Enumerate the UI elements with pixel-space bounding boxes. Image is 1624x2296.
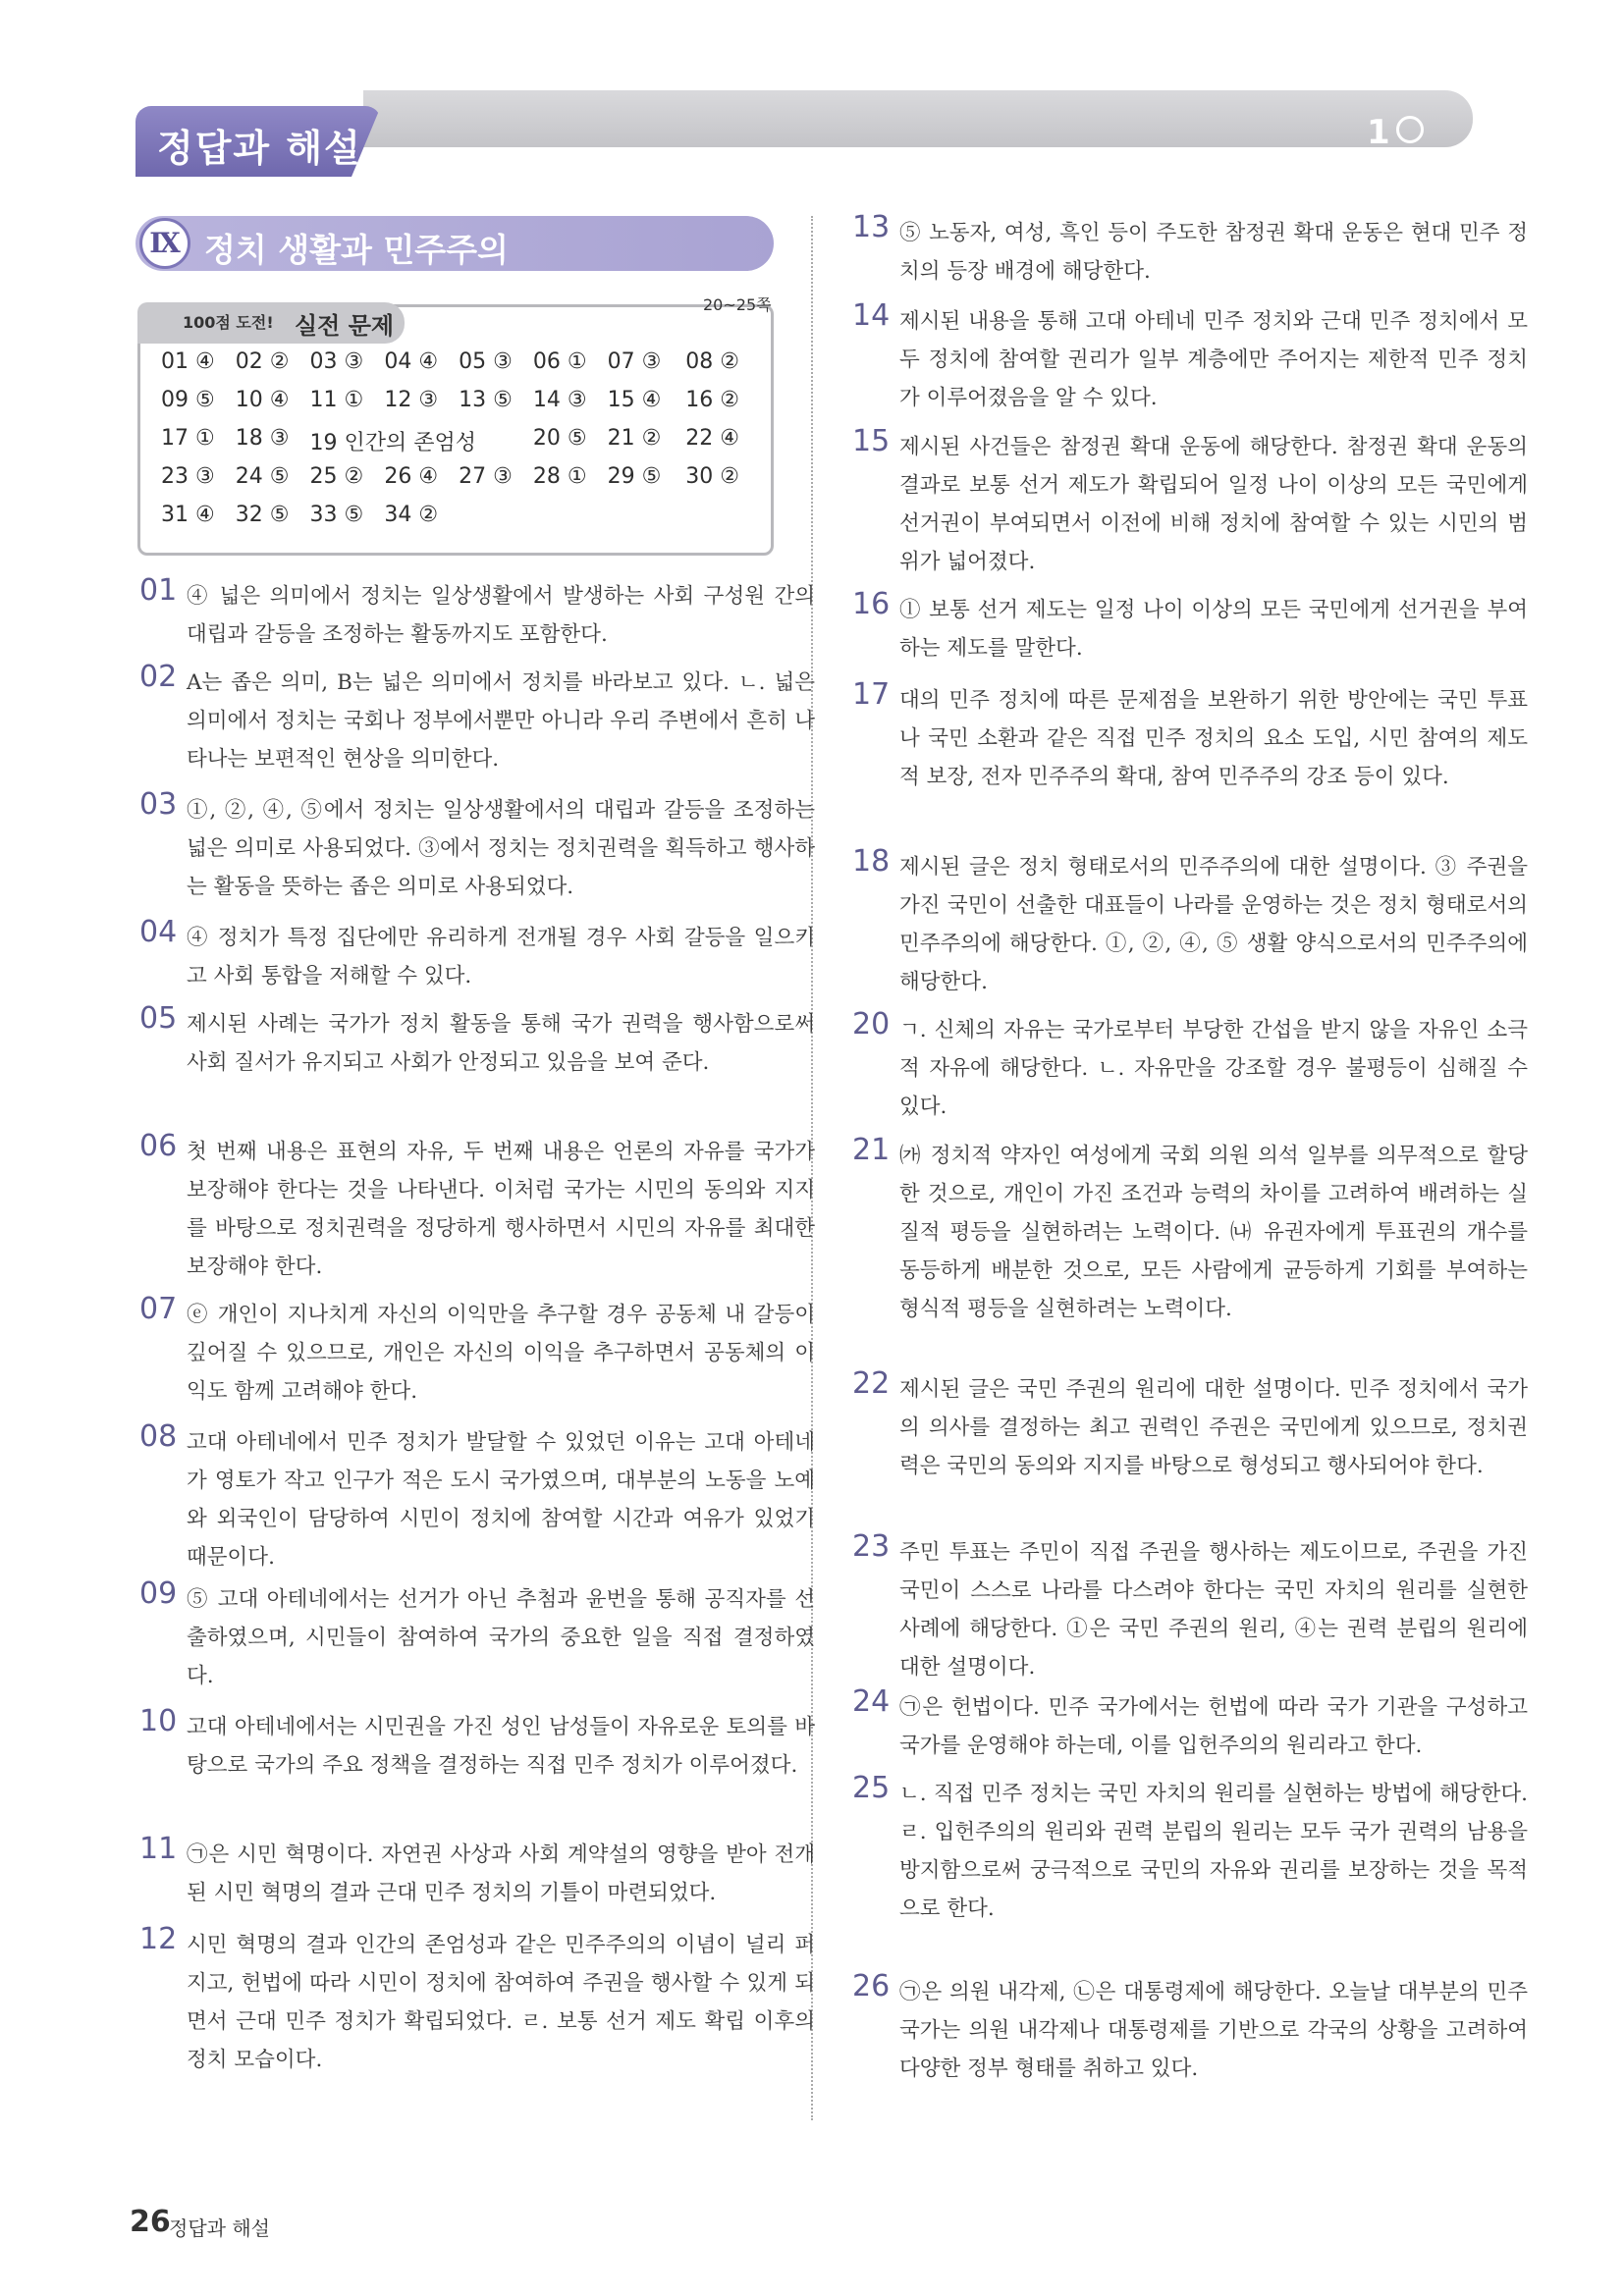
question-number: 18 [852, 844, 891, 879]
question-explanation: 대의 민주 정치에 따른 문제점을 보완하기 위한 방안에는 국민 투표나 국민 소환과 같은 직접 민주 정치의 요소 도입, 시민 참여의 제도적 보장, 전자 민주주의 확대, 참여 민주주의 강조 등이 있다. [899, 688, 1528, 789]
question-explanation: ㈎ 정치적 약자인 여성에게 국회 의원 의석 일부를 의무적으로 할당한 것으로, 개인이 가진 조건과 능력의 차이를 고려하여 배려하는 실질적 평등을 실현하려는 노력이다. ㈏ 유권자에게 투표권의 개수를 동등하게 배분한 것으로, 모든 사람에게 균등하게 기회를 부여하는 형식적 평등을 실현하려는 노력이다. [899, 1144, 1528, 1321]
question-number: 10 [139, 1704, 178, 1738]
header-band [363, 90, 1473, 147]
answer-cell: 29 ⑤ [607, 464, 662, 489]
answer-cell: 21 ② [607, 426, 662, 451]
question-explanation: 주민 투표는 주민이 직접 주권을 행사하는 제도이므로, 주권을 가진 국민이 스스로 나라를 다스려야 한다는 국민 자치의 원리를 실현한 사례에 해당한다. ①은 국민 주권의 원리, ④는 권력 분립의 원리에 대한 설명이다. [899, 1540, 1528, 1680]
page-title: 정답과 해설 [157, 127, 362, 170]
question-explanation: ⓔ 개인이 지나치게 자신의 이익만을 추구할 경우 공동체 내 갈등이 깊어질 수 있으므로, 개인은 자신의 이익을 추구하면서 공동체의 이익도 함께 고려해야 한다. [187, 1303, 815, 1404]
answer-cell: 26 ④ [384, 464, 439, 489]
question-number: 04 [139, 915, 178, 949]
header-mark-number: 1 [1367, 113, 1390, 152]
question-explanation: 제시된 글은 국민 주권의 원리에 대한 설명이다. 민주 정치에서 국가의 의사를 결정하는 최고 권력인 주권은 국민에게 있으므로, 정치권력은 국민의 동의와 지지를 바탕으로 형성되고 행사되어야 한다. [899, 1377, 1528, 1478]
question-number: 01 [139, 573, 178, 608]
answer-cell: 27 ③ [459, 464, 513, 489]
question-explanation: 시민 혁명의 결과 인간의 존엄성과 같은 민주주의의 이념이 널리 퍼지고, 헌법에 따라 시민이 정치에 참여하여 주권을 행사할 수 있게 되면서 근대 민주 정치가 확립되었다. ㄹ. 보통 선거 제도 확립 이후의 정치 모습이다. [187, 1933, 815, 2072]
footer-label: 정답과 해설 [169, 2216, 270, 2240]
answer-cell: 02 ② [235, 349, 290, 374]
answer-cell: 10 ④ [235, 388, 290, 412]
header-mark [1367, 113, 1424, 152]
answer-cell: 30 ② [685, 464, 739, 489]
answer-cell: 31 ④ [161, 503, 215, 527]
answer-cell: 16 ② [685, 388, 739, 412]
answer-cell: 08 ② [685, 349, 739, 374]
answer-box-label-title: 실전 문제 [295, 312, 395, 340]
question-number: 24 [852, 1684, 891, 1719]
answer-cell: 23 ③ [161, 464, 215, 489]
page-number: 26 [130, 2205, 171, 2239]
question-explanation: ⑤ 고대 아테네에서는 선거가 아닌 추첨과 윤번을 통해 공직자를 선출하였으며, 시민들이 참여하여 국가의 중요한 일을 직접 결정하였다. [187, 1587, 815, 1688]
answer-cell: 33 ⑤ [309, 503, 364, 527]
answer-cell: 12 ③ [384, 388, 439, 412]
answer-cell: 19 인간의 존엄성 [309, 431, 477, 455]
answer-cell: 06 ① [532, 349, 587, 374]
answer-cell: 24 ⑤ [235, 464, 290, 489]
question-explanation: ㄱ. 신체의 자유는 국가로부터 부당한 간섭을 받지 않을 자유인 소극적 자유에 해당한다. ㄴ. 자유만을 강조할 경우 불평등이 심해질 수 있다. [899, 1018, 1528, 1119]
question-explanation: ㉠은 의원 내각제, ㉡은 대통령제에 해당한다. 오늘날 대부분의 민주 국가는 의원 내각제나 대통령제를 기반으로 각국의 상황을 고려하여 다양한 정부 형태를 취하고 있다. [899, 1980, 1528, 2081]
answer-cell: 17 ① [161, 426, 215, 451]
question-explanation: A는 좁은 의미, B는 넓은 의미에서 정치를 바라보고 있다. ㄴ. 넓은 의미에서 정치는 국회나 정부에서뿐만 아니라 우리 주변에서 흔히 나타나는 보편적인 현상을 의미한다. [187, 670, 815, 772]
answer-cell: 11 ① [309, 388, 364, 412]
answer-cell: 14 ③ [532, 388, 587, 412]
answer-box-pages: 20~25쪽 [703, 295, 772, 314]
question-number: 21 [852, 1133, 891, 1167]
answer-box-label-challenge: 100점 도전! [183, 313, 274, 332]
question-explanation: 고대 아테네에서 민주 정치가 발달할 수 있었던 이유는 고대 아테네가 영토가 작고 인구가 적은 도시 국가였으며, 대부분의 노동을 노예와 외국인이 담당하여 시민이 정치에 참여할 시간과 여유가 있었기 때문이다. [187, 1430, 815, 1570]
question-number: 09 [139, 1576, 178, 1611]
question-number: 12 [139, 1922, 178, 1956]
question-number: 06 [139, 1129, 178, 1163]
question-number: 25 [852, 1771, 891, 1805]
question-explanation: 제시된 사건들은 참정권 확대 운동에 해당한다. 참정권 확대 운동의 결과로 보통 선거 제도가 확립되어 일정 나이 이상의 모든 국민에게 선거권이 부여되면서 이전에 비해 정치에 참여할 수 있는 시민의 범위가 넓어졌다. [899, 435, 1528, 574]
question-number: 14 [852, 298, 891, 333]
question-number: 26 [852, 1969, 891, 2003]
question-number: 17 [852, 677, 891, 712]
answer-cell: 18 ③ [235, 426, 290, 451]
answer-cell: 09 ⑤ [161, 388, 215, 412]
question-explanation: 제시된 글은 정치 형태로서의 민주주의에 대한 설명이다. ③ 주권을 가진 국민이 선출한 대표들이 나라를 운영하는 것은 정치 형태로서의 민주주의에 해당한다. ①, ②, ④, ⑤ 생활 양식으로서의 민주주의에 해당한다. [899, 855, 1528, 994]
question-explanation: ④ 넓은 의미에서 정치는 일상생활에서 발생하는 사회 구성원 간의 대립과 갈등을 조정하는 활동까지도 포함한다. [187, 584, 815, 647]
question-explanation: ④ 정치가 특정 집단에만 유리하게 전개될 경우 사회 갈등을 일으키고 사회 통합을 저해할 수 있다. [187, 926, 815, 988]
answer-cell: 03 ③ [309, 349, 364, 374]
question-number: 03 [139, 787, 178, 822]
question-number: 20 [852, 1007, 891, 1041]
question-number: 05 [139, 1001, 178, 1036]
question-number: 16 [852, 587, 891, 621]
answer-cell: 15 ④ [607, 388, 662, 412]
answer-cell: 20 ⑤ [532, 426, 587, 451]
answer-cell: 04 ④ [384, 349, 439, 374]
question-number: 11 [139, 1832, 178, 1866]
question-explanation: 제시된 사례는 국가가 정치 활동을 통해 국가 권력을 행사함으로써 사회 질서가 유지되고 사회가 안정되고 있음을 보여 준다. [187, 1012, 815, 1075]
answer-cell: 28 ① [532, 464, 587, 489]
question-explanation: ㄴ. 직접 민주 정치는 국민 자치의 원리를 실현하는 방법에 해당한다. ㄹ. 입헌주의의 원리와 권력 분립의 원리는 모두 국가 권력의 남용을 방지함으로써 궁극적으로 국민의 자유와 권리를 보장하는 것을 목적으로 한다. [899, 1782, 1528, 1921]
question-number: 15 [852, 424, 891, 458]
question-number: 02 [139, 660, 178, 694]
answer-cell: 01 ④ [161, 349, 215, 374]
answer-cell: 32 ⑤ [235, 503, 290, 527]
answer-cell: 34 ② [384, 503, 439, 527]
question-explanation: ⑤ 노동자, 여성, 흑인 등이 주도한 참정권 확대 운동은 현대 민주 정치의 등장 배경에 해당한다. [899, 221, 1528, 284]
question-explanation: ㉠은 헌법이다. 민주 국가에서는 헌법에 따라 국가 기관을 구성하고 국가를 운영해야 하는데, 이를 입헌주의의 원리라고 한다. [899, 1695, 1528, 1758]
clover-icon [1396, 116, 1424, 143]
answer-cell: 07 ③ [607, 349, 662, 374]
answer-cell: 25 ② [309, 464, 364, 489]
question-explanation: 첫 번째 내용은 표현의 자유, 두 번째 내용은 언론의 자유를 국가가 보장해야 한다는 것을 나타낸다. 이처럼 국가는 시민의 동의와 지지를 바탕으로 정치권력을 정당하게 행사하면서 시민의 자유를 최대한 보장해야 한다. [187, 1140, 815, 1279]
answer-cell: 05 ③ [459, 349, 513, 374]
answer-grid [161, 349, 760, 541]
question-explanation: ⓛ 보통 선거 제도는 일정 나이 이상의 모든 국민에게 선거권을 부여하는 제도를 말한다. [899, 598, 1528, 661]
question-explanation: ㉠은 시민 혁명이다. 자연권 사상과 사회 계약설의 영향을 받아 전개된 시민 혁명의 결과 근대 민주 정치의 기틀이 마련되었다. [187, 1842, 815, 1905]
question-number: 07 [139, 1292, 178, 1326]
question-number: 23 [852, 1529, 891, 1564]
question-number: 13 [852, 210, 891, 244]
question-number: 22 [852, 1366, 891, 1401]
question-explanation: 고대 아테네에서는 시민권을 가진 성인 남성들이 자유로운 토의를 바탕으로 국가의 주요 정책을 결정하는 직접 민주 정치가 이루어졌다. [187, 1715, 815, 1778]
question-explanation: ①, ②, ④, ⑤에서 정치는 일상생활에서의 대립과 갈등을 조정하는 넓은 의미로 사용되었다. ③에서 정치는 정치권력을 획득하고 행사하는 활동을 뜻하는 좁은 의미로 사용되었다. [187, 798, 815, 899]
question-explanation: 제시된 내용을 통해 고대 아테네 민주 정치와 근대 민주 정치에서 모두 정치에 참여할 권리가 일부 계층에만 주어지는 제한적 민주 정치가 이루어졌음을 알 수 있다. [899, 309, 1528, 410]
answer-cell: 22 ④ [685, 426, 739, 451]
unit-number: Ⅸ [139, 218, 190, 269]
unit-title: 정치 생활과 민주주의 [204, 231, 509, 269]
question-number: 08 [139, 1419, 178, 1454]
answer-cell: 13 ⑤ [459, 388, 513, 412]
